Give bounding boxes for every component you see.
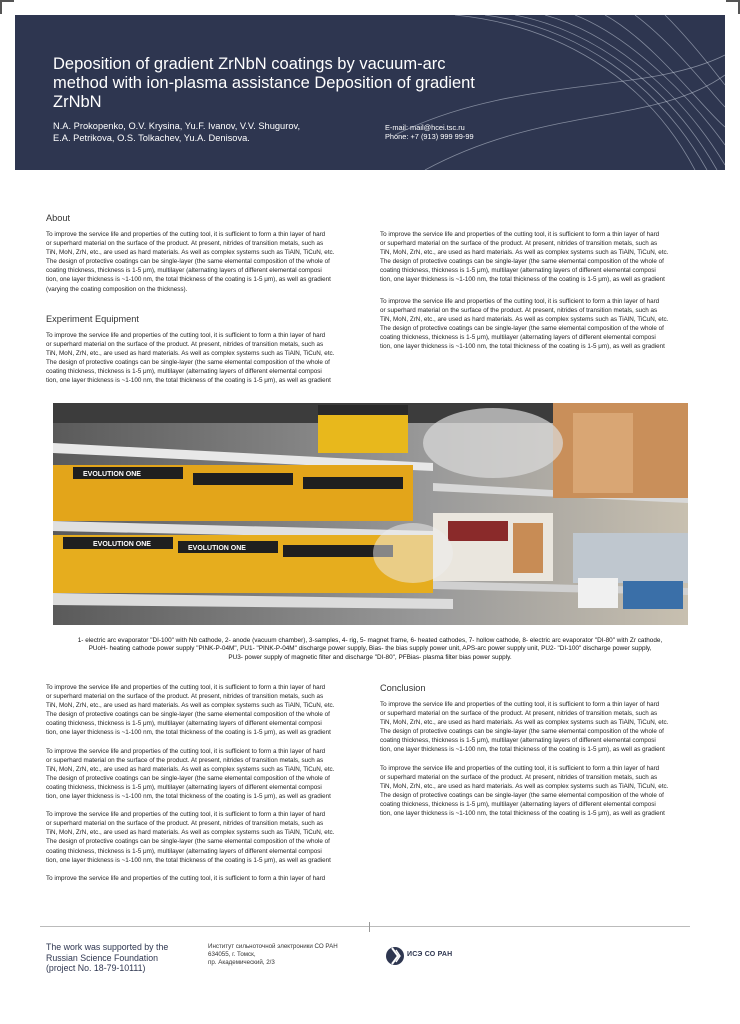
text-line: The design of protective coatings can be single-layer (the same elemental composition of the whole of [380, 258, 664, 266]
text-line: To improve the service life and properties of the cutting tool, it is sufficient to form a thin layer of hard [46, 332, 326, 339]
text-line: To improve the service life and properties of the cutting tool, it is sufficient to form a thin layer of hard [380, 231, 660, 238]
about-heading: About [46, 213, 71, 223]
text-line: TiN, MoN, ZrN, etc., are used as hard materials. As well as complex systems such as TiAlN, TiCuN, etc. [46, 765, 335, 773]
text-line: coating thickness, thickness is 1-5 μm), multilayer (alternating layers of different elemental composi [46, 267, 322, 275]
text-line: coating thickness, thickness is 1-5 μm), multilayer (alternating layers of different elemental composi [380, 800, 656, 808]
text-line: coating thickness, thickness is 1-5 μm), multilayer (alternating layers of different elemental composi [380, 737, 656, 745]
poster-header [15, 15, 725, 170]
about-section [46, 213, 364, 303]
text-line: The design of protective coatings can be single-layer (the same elemental composition of the whole of [46, 838, 330, 846]
bottom-left-paragraph-4 [46, 874, 364, 883]
text-line: The design of protective coatings can be single-layer (the same elemental composition of the whole of [46, 359, 330, 367]
text-line: TiN, MoN, ZrN, etc., are used as hard materials. As well as complex systems such as TiAlN, TiCuN, etc. [46, 702, 335, 710]
text-line: (varying the coating composition on the thickness). [46, 285, 188, 293]
footer-divider-tick [369, 922, 370, 932]
conclusion-heading: Conclusion [380, 683, 426, 693]
text-line: coating thickness, thickness is 1-5 μm), multilayer (alternating layers of different elemental composi [380, 334, 656, 342]
text-line: To improve the service life and properties of the cutting tool, it is sufficient to form a thin layer of hard [46, 874, 326, 882]
text-line: tion, one layer thickness is ~1-100 nm, the total thickness of the coating is 1-5 μm), as well as gradient [46, 276, 331, 284]
text-line: To improve the service life and properties of the cutting tool, it is sufficient to form a thin layer of hard [46, 231, 326, 238]
text-line: or superhard material on the surface of the product. At present, nitrides of transition metals, such as [46, 693, 324, 701]
text-line: or superhard material on the surface of the product. At present, nitrides of transition metals, such as [380, 710, 658, 718]
crop-mark-top-right [726, 0, 740, 14]
conclusion-paragraph-1 [380, 700, 698, 755]
conclusion-paragraph-2 [380, 764, 698, 819]
text-line: The design of protective coatings can be single-layer (the same elemental composition of the whole of [46, 711, 330, 719]
text-line: TiN, MoN, ZrN, etc., are used as hard materials. As well as complex systems such as TiAlN, TiCuN, etc. [380, 316, 669, 324]
box-label-2: EVOLUTION ONE [93, 541, 151, 548]
text-line: or superhard material on the surface of the product. At present, nitrides of transition metals, such as [380, 307, 658, 315]
text-line: The design of protective coatings can be single-layer (the same elemental composition of the whole of [380, 325, 664, 333]
text-line: To improve the service life and properties of the cutting tool, it is sufficient to form a thin layer of hard [46, 811, 326, 819]
box-label-1: EVOLUTION ONE [83, 471, 141, 478]
text-line: tion, one layer thickness is ~1-100 nm, the total thickness of the coating is 1-5 μm), as well as gradient [46, 729, 331, 737]
shelves-illustration [53, 403, 688, 625]
text-line: or superhard material on the surface of the product. At present, nitrides of transition metals, such as [380, 240, 658, 248]
text-line: coating thickness, thickness is 1-5 μm), multilayer (alternating layers of different elemental composi [46, 368, 322, 376]
text-line: or superhard material on the surface of the product. At present, nitrides of transition metals, such as [46, 341, 324, 349]
text-line: or superhard material on the surface of the product. At present, nitrides of transition metals, such as [46, 820, 324, 828]
text-line: or superhard material on the surface of the product. At present, nitrides of transition metals, such as [46, 240, 324, 248]
footer-divider [40, 926, 690, 927]
poster-title: Deposition of gradient ZrNbN coatings by vacuum-arc method with ion-plasma assistance Deposition of gradient ZrNbN [53, 55, 475, 111]
text-line: tion, one layer thickness is ~1-100 nm, the total thickness of the coating is 1-5 μm), as well as gradient [380, 746, 665, 754]
authors: N.A. Prokopenko, O.V. Krysina, Yu.F. Ivanov, V.V. Shugurov, E.A. Petrikova, O.S. Tolkachev, Yu.A. Denisova. [53, 121, 301, 143]
text-line: coating thickness, thickness is 1-5 μm), multilayer (alternating layers of different elemental composi [46, 847, 322, 855]
text-line: To improve the service life and properties of the cutting tool, it is sufficient to form a thin layer of hard [380, 701, 660, 708]
phone: Phone: +7 (913) 999 99-99 [385, 132, 474, 141]
text-line: The design of protective coatings can be single-layer (the same elemental composition of the whole of [380, 791, 664, 799]
text-line: coating thickness, thickness is 1-5 μm), multilayer (alternating layers of different elemental composi [46, 720, 322, 728]
institute-address: Институт сильноточной электроники СО РАН 634055, г. Томск, пр. Академический, 2/3 [208, 943, 338, 966]
figure-caption: 1- electric arc evaporator "DI-100" with Nb cathode, 2- anode (vacuum chamber), 3-samples, 4- rig, 5- magnet frame, 6- heated cathodes, 7- hollow cathode, 8- electric arc evaporator "DI-80" with Zr cathode, PUoH- heating cathode power supply "PINK-P-04M", PU1- "PINK-P-04M" discharge power supply, Bias- the bias supply power unit, APS-arc power supply unit, PU2- "DI-100" discharge power supply, PU3- power supply of magnetic filter and discharge "DI-80", PFBias- plasma filter bias power supply. [77, 637, 663, 661]
text-line: To improve the service life and properties of the cutting tool, it is sufficient to form a thin layer of hard [380, 764, 660, 772]
institute-logo [385, 944, 465, 968]
institute-logo-icon [385, 944, 405, 968]
text-line: coating thickness, thickness is 1-5 μm), multilayer (alternating layers of different elemental composi [46, 783, 322, 791]
text-line: To improve the service life and properties of the cutting tool, it is sufficient to form a thin layer of hard [380, 298, 660, 305]
lab-shelves-photo [53, 403, 688, 625]
logo-text: ИСЭ СО РАН [407, 951, 453, 958]
right-top-section-2 [380, 297, 698, 361]
contacts [385, 123, 474, 141]
bottom-left-paragraph-3 [46, 810, 364, 865]
text-line: To improve the service life and properties of the cutting tool, it is sufficient to form a thin layer of hard [46, 684, 326, 691]
equipment-heading: Experiment Equipment [46, 314, 139, 324]
email[interactable]: E-mail: mail@hcei.tsc.ru [385, 123, 465, 132]
text-line: TiN, MoN, ZrN, etc., are used as hard materials. As well as complex systems such as TiAlN, TiCuN, etc. [380, 719, 669, 727]
text-line: TiN, MoN, ZrN, etc., are used as hard materials. As well as complex systems such as TiAlN, TiCuN, etc. [46, 829, 335, 837]
text-line: tion, one layer thickness is ~1-100 nm, the total thickness of the coating is 1-5 μm), as well as gradient [46, 793, 331, 801]
text-line: or superhard material on the surface of the product. At present, nitrides of transition metals, such as [46, 756, 324, 764]
right-paragraph-2 [380, 297, 698, 352]
equipment-paragraph [46, 331, 364, 386]
text-line: TiN, MoN, ZrN, etc., are used as hard materials. As well as complex systems such as TiAlN, TiCuN, etc. [380, 249, 669, 257]
text-line: TiN, MoN, ZrN, etc., are used as hard materials. As well as complex systems such as TiAlN, TiCuN, etc. [380, 782, 669, 790]
text-line: coating thickness, thickness is 1-5 μm), multilayer (alternating layers of different elemental composi [380, 267, 656, 275]
bottom-left-paragraph-1 [46, 683, 364, 738]
text-line: TiN, MoN, ZrN, etc., are used as hard materials. As well as complex systems such as TiAlN, TiCuN, etc. [46, 249, 335, 257]
right-paragraph-1 [380, 230, 698, 285]
crop-mark-top-left [0, 0, 14, 14]
about-paragraph [46, 230, 364, 294]
bottom-left-paragraph-2 [46, 747, 364, 802]
right-top-section [380, 230, 698, 294]
box-label-3: EVOLUTION ONE [188, 545, 246, 552]
text-line: To improve the service life and properties of the cutting tool, it is sufficient to form a thin layer of hard [46, 747, 326, 755]
text-line: tion, one layer thickness is ~1-100 nm, the total thickness of the coating is 1-5 μm), as well as gradient [46, 856, 331, 864]
text-line: tion, one layer thickness is ~1-100 nm, the total thickness of the coating is 1-5 μm), as well as gradient [380, 810, 665, 818]
text-line: The design of protective coatings can be single-layer (the same elemental composition of the whole of [46, 258, 330, 266]
text-line: tion, one layer thickness is ~1-100 nm, the total thickness of the coating is 1-5 μm), as well as gradient [380, 276, 665, 284]
text-line: The design of protective coatings can be single-layer (the same elemental composition of the whole of [46, 774, 330, 782]
text-line: The design of protective coatings can be single-layer (the same elemental composition of the whole of [380, 728, 664, 736]
conclusion-section [380, 683, 698, 827]
equipment-section [46, 314, 364, 395]
text-line: TiN, MoN, ZrN, etc., are used as hard materials. As well as complex systems such as TiAlN, TiCuN, etc. [46, 350, 335, 358]
text-line: tion, one layer thickness is ~1-100 nm, the total thickness of the coating is 1-5 μm), as well as gradient [380, 343, 665, 351]
funding-note: The work was supported by the Russian Science Foundation (project No. 18-79-10111) [46, 942, 169, 973]
text-line: or superhard material on the surface of the product. At present, nitrides of transition metals, such as [380, 773, 658, 781]
text-line: tion, one layer thickness is ~1-100 nm, the total thickness of the coating is 1-5 μm), as well as gradient [46, 377, 331, 385]
bottom-left-section [46, 683, 364, 892]
